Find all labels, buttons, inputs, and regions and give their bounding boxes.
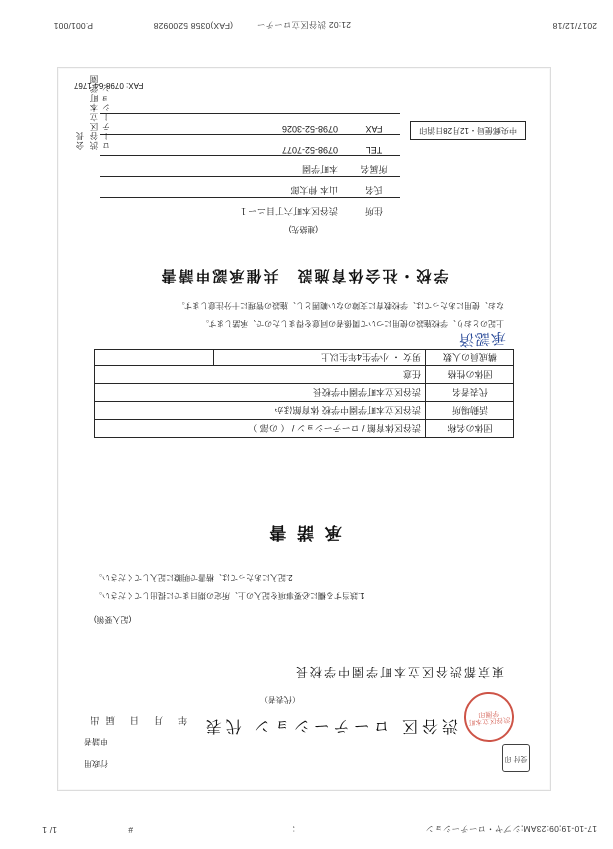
contact-key: 所属名: [360, 164, 388, 174]
document-title: 承 諾 書: [266, 523, 342, 542]
table-row-value: 男女 ・ 小学生4年生以上: [320, 352, 421, 363]
contact-row: [100, 155, 400, 176]
fax-header-strip: [0, 823, 613, 835]
side-note-fax: 会長: [75, 131, 85, 150]
fax-header-page: 1/ 1: [42, 825, 57, 835]
table-row-label: 活動場所: [452, 405, 489, 416]
handwritten-approval-note: 承認済: [457, 328, 507, 350]
official-seal-text: 渋谷区立本町学園印: [468, 709, 511, 726]
postmark-note-box: [410, 121, 526, 140]
table-row-label: 構成員の人数: [443, 352, 498, 363]
postmark-note-text: 中央郵便局・12月28日消印: [419, 126, 517, 135]
fax-footer-date: 2017/12/18: [552, 21, 597, 31]
fax-header-separator-2: #: [128, 825, 133, 835]
table-row-label: 団体の名称: [447, 423, 493, 434]
statement-line-2: なお、使用にあたっては、学校教育に支障のない範囲とし、施設の管理に十分注意します。: [176, 301, 504, 310]
notice-line-2: 2.記入にあたっては、楷書で明瞭に記入してください。: [94, 573, 293, 582]
contact-row: [100, 113, 400, 134]
document-sheet: [57, 67, 551, 791]
notice-line-1: 1.該当する欄に必要事項を記入の上、所定の期日までに提出してください。: [94, 591, 365, 600]
contact-key: 住所: [365, 206, 384, 216]
form-category-label: 行政用: [84, 759, 108, 768]
contact-row: [100, 176, 400, 197]
fax-header-datetime: 17-10-19;09:23AM;シブヤ・ローテーション: [425, 824, 597, 834]
contact-key: 氏名: [365, 185, 384, 195]
notice-label: (記入要領): [94, 615, 132, 624]
official-seal: [462, 690, 515, 743]
contact-key: FAX: [365, 124, 383, 134]
contact-caption: (連絡先): [288, 225, 318, 234]
table-row-label: 団体の性格: [447, 369, 493, 380]
contact-value: 0798-52-7077: [281, 145, 338, 155]
table-row-value: 任意: [402, 369, 421, 380]
side-note-fax-number: FAX: 0798-64-1767: [74, 81, 144, 90]
contact-key: TEL: [365, 145, 383, 155]
applicant-name: 渋谷区 ローテーション 代表: [201, 717, 458, 734]
side-note-org: 渋谷区立本町学園ローテーション: [89, 74, 111, 150]
contact-value: 0798-52-3026: [281, 124, 338, 134]
receipt-stamp: [502, 744, 530, 772]
fax-header-separator-1: ;: [292, 825, 295, 835]
submission-date-line: 年 月 日 届出: [84, 714, 188, 725]
applicant-label: 申請者: [84, 737, 108, 746]
applicant-details-table: [94, 350, 514, 438]
contact-row: [100, 134, 400, 155]
addressee-line: 東京都渋谷区立本町学園中学校長: [293, 665, 504, 679]
contact-value: 渋谷区本町六丁目ニー１: [238, 206, 338, 216]
fax-footer-faxno: (FAX)0358 5200928: [153, 21, 233, 31]
contact-row: [100, 197, 400, 218]
fax-footer-copyno: P.001/001: [53, 21, 93, 31]
contact-block: [100, 113, 400, 218]
applicant-name-kana: （代表者）: [260, 695, 300, 704]
contact-value: 本町学園: [301, 164, 338, 174]
receipt-stamp-label: 受付 印: [504, 754, 528, 762]
contact-value: 山本 伸太郎: [290, 185, 338, 195]
table-row-label: 代表者名: [452, 387, 489, 398]
section-title: 学校・社会体育施設 共催承認申請書: [159, 267, 449, 284]
table-row-value: 渋谷区体育館 / ローテーション / （ の部 ）: [248, 423, 421, 434]
table-row-value: 渋谷区立本町学園中学校長: [312, 387, 421, 398]
table-row-value: 渋谷区立本町学園中学校 体育館ほか: [274, 405, 421, 416]
fax-footer-strip: [0, 19, 613, 31]
statement-line-1: 上記のとおり、学校施設の使用について関係者の同意を得ましたので、承諾します。: [200, 319, 504, 328]
fax-footer-sender: 21:02 渋谷区立ローテー: [256, 20, 351, 30]
